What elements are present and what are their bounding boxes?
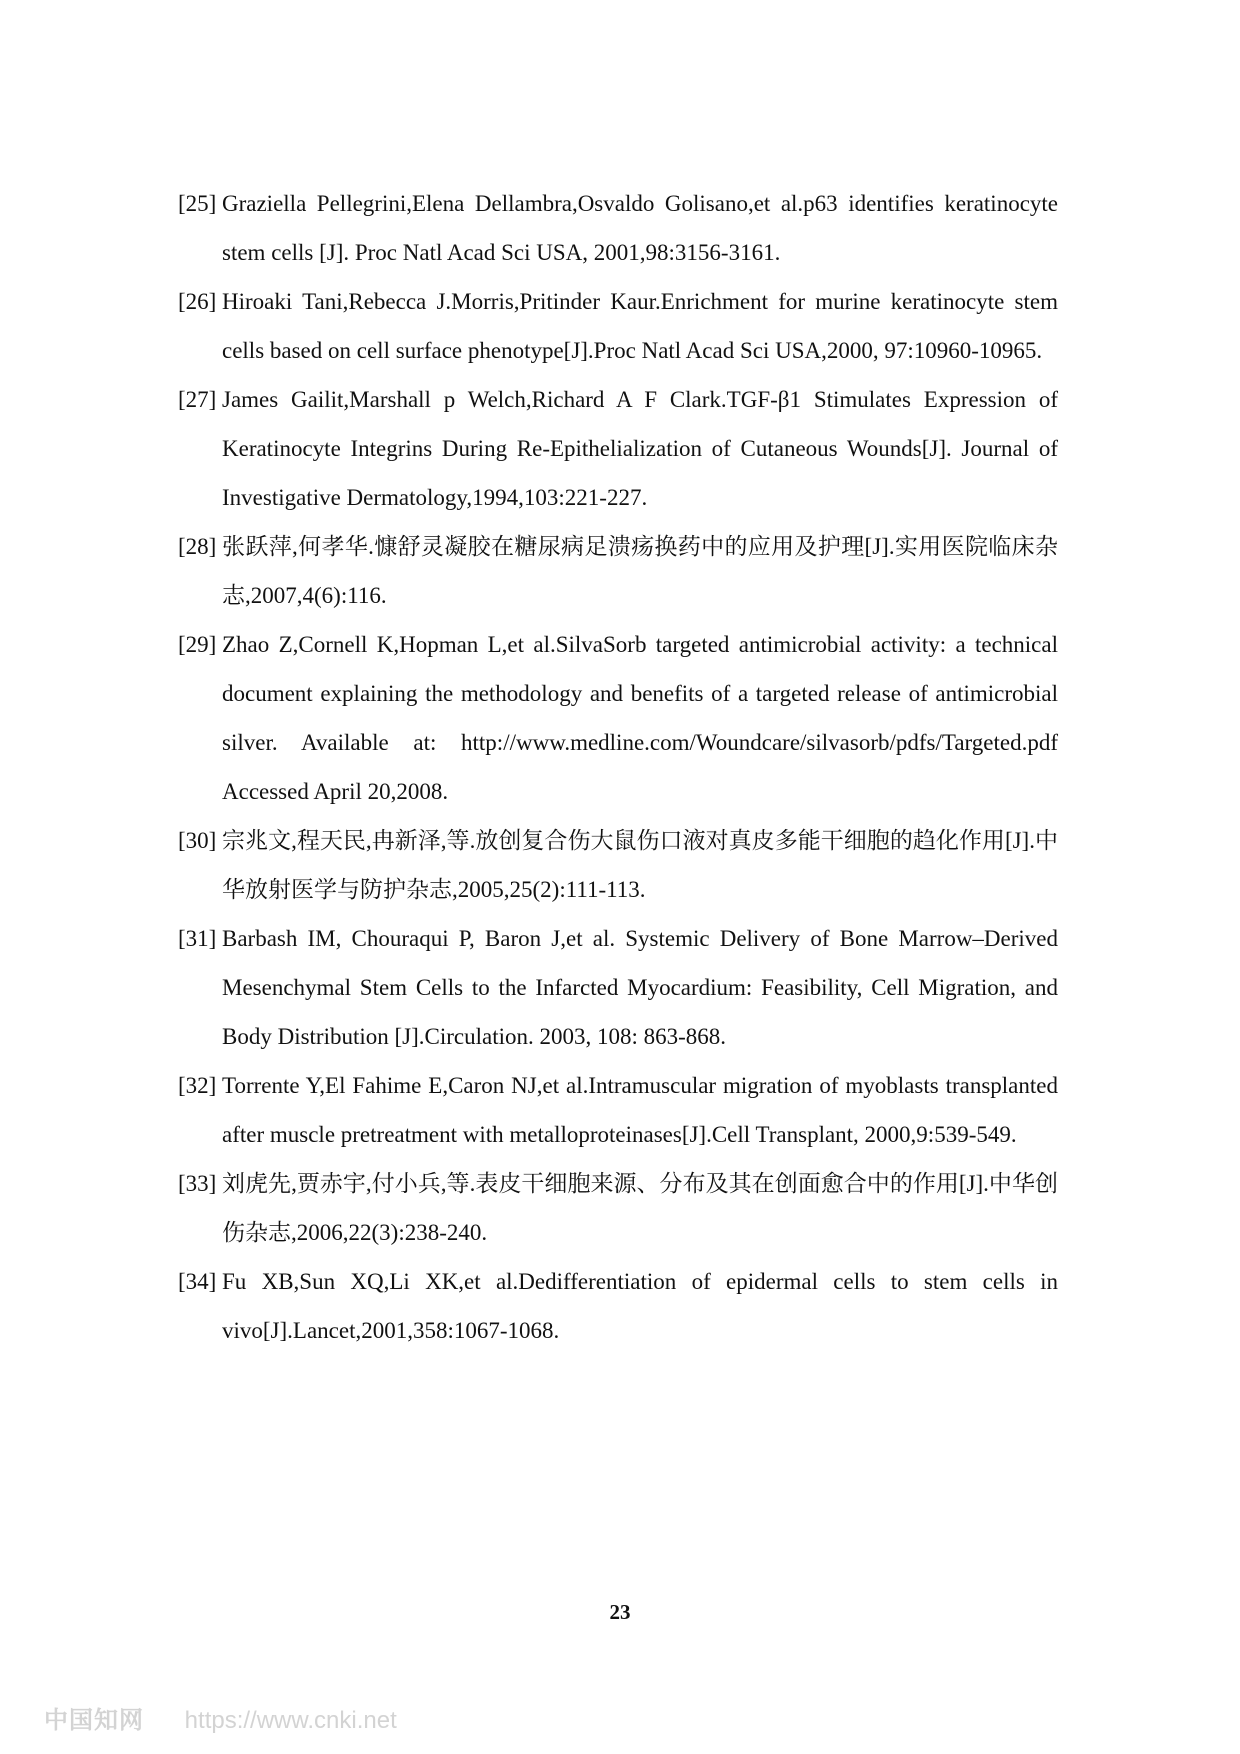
- reference-number: [32]: [178, 1073, 217, 1098]
- reference-text: Hiroaki Tani,Rebecca J.Morris,Pritinder Kaur.Enrichment for murine keratinocyte stem cells based on cell surface phenotype[J].Proc Natl Acad Sci USA,2000, 97:10960-10965.: [222, 289, 1058, 363]
- reference-number: [34]: [178, 1269, 217, 1294]
- reference-number: [29]: [178, 632, 217, 657]
- reference-item: [178, 375, 1058, 522]
- page-number: 23: [609, 1600, 631, 1624]
- reference-item: [178, 914, 1058, 1061]
- reference-number: [31]: [178, 926, 217, 951]
- reference-item: [178, 1159, 1058, 1257]
- reference-text: Torrente Y,El Fahime E,Caron NJ,et al.Intramuscular migration of myoblasts transplanted after muscle pretreatment with metalloproteinases[J].Cell Transplant, 2000,9:539-549.: [222, 1073, 1058, 1147]
- reference-item: [178, 522, 1058, 620]
- watermark-brand: 中国知网: [44, 1707, 144, 1734]
- reference-text: Zhao Z,Cornell K,Hopman L,et al.SilvaSorb targeted antimicrobial activity: a technical document explaining the methodology and benefits of a targeted release of antimicrobial silver. Available at: http://www.medline.com/Woundcare/silvasorb/pdfs/Targeted.pdf Accessed April 20,2008.: [222, 632, 1058, 804]
- reference-list: [178, 179, 1058, 1355]
- reference-item: [178, 1257, 1058, 1355]
- reference-number: [27]: [178, 387, 217, 412]
- reference-item: [178, 816, 1058, 914]
- reference-number: [25]: [178, 191, 217, 216]
- reference-number: [30]: [178, 828, 217, 853]
- watermark-url: https://www.cnki.net: [184, 1707, 397, 1734]
- reference-number: [33]: [178, 1171, 217, 1196]
- reference-item: [178, 179, 1058, 277]
- cnki-watermark: [44, 1700, 397, 1735]
- reference-number: [26]: [178, 289, 217, 314]
- reference-text: 宗兆文,程天民,冉新泽,等.放创复合伤大鼠伤口液对真皮多能干细胞的趋化作用[J].中华放射医学与防护杂志,2005,25(2):111-113.: [222, 828, 1058, 902]
- reference-item: [178, 1061, 1058, 1159]
- reference-item: [178, 620, 1058, 816]
- reference-text: 张跃萍,何孝华.慷舒灵凝胶在糖尿病足溃疡换药中的应用及护理[J].实用医院临床杂志,2007,4(6):116.: [222, 534, 1058, 608]
- reference-text: James Gailit,Marshall p Welch,Richard A F Clark.TGF-β1 Stimulates Expression of Keratinocyte Integrins During Re-Epithelialization of Cutaneous Wounds[J]. Journal of Investigative Dermatology,1994,103:221-227.: [222, 387, 1058, 510]
- reference-text: Graziella Pellegrini,Elena Dellambra,Osvaldo Golisano,et al.p63 identifies keratinocyte stem cells [J]. Proc Natl Acad Sci USA, 2001,98:3156-3161.: [222, 191, 1058, 265]
- reference-item: [178, 277, 1058, 375]
- reference-text: 刘虎先,贾赤宇,付小兵,等.表皮干细胞来源、分布及其在创面愈合中的作用[J].中华创伤杂志,2006,22(3):238-240.: [222, 1171, 1058, 1245]
- reference-text: Barbash IM, Chouraqui P, Baron J,et al. Systemic Delivery of Bone Marrow–Derived Mesenchymal Stem Cells to the Infarcted Myocardium: Feasibility, Cell Migration, and Body Distribution [J].Circulation. 2003, 108: 863-868.: [222, 926, 1058, 1049]
- reference-number: [28]: [178, 534, 217, 559]
- reference-text: Fu XB,Sun XQ,Li XK,et al.Dedifferentiation of epidermal cells to stem cells in vivo[J].Lancet,2001,358:1067-1068.: [222, 1269, 1058, 1343]
